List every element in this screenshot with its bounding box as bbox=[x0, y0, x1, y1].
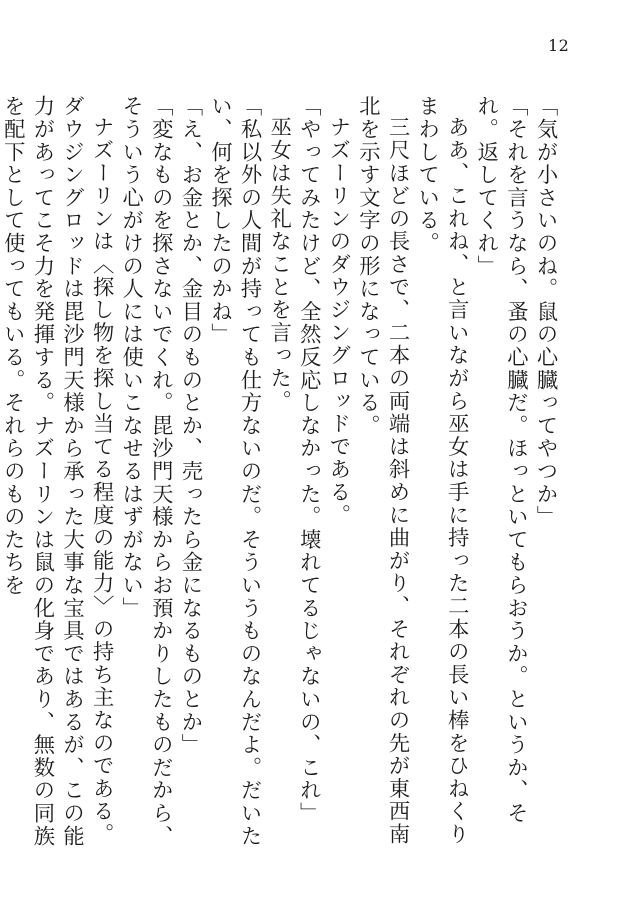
paragraph: 「それを言うなら、蚤の心臓だ。ほっといてもらおうか。というか、それ。返してくれ」 bbox=[473, 95, 529, 825]
paragraph: 「やってみたけど、全然反応しなかった。壊れてるじゃないの、これ」 bbox=[296, 95, 322, 825]
page-number: 12 bbox=[548, 36, 570, 55]
paragraph: 「え、お金とか、金目のものとか、売ったら金になるものとか」 bbox=[177, 95, 203, 757]
paragraph: ああ、これね、と言いながら巫女は手に持った二本の長い棒をひねくりまわしている。 bbox=[414, 95, 470, 846]
paragraph: 巫女は失礼なことを言った。 bbox=[266, 116, 292, 413]
paragraph: 「私以外の人間が持っても仕方ないのだ。そういうものなんだよ。だいたい、何を探したのかね」 bbox=[207, 95, 263, 848]
paragraph: 「変なものを探さないでくれ。毘沙門天様からお預かりしたものだから、そういう心がけの人には使いこなせるはずがない」 bbox=[118, 95, 174, 848]
paragraph: ナズーリンのダウジングロッドである。 bbox=[325, 116, 351, 527]
body-text bbox=[0, 95, 560, 863]
paragraph: 三尺ほどの長さで、二本の両端は斜めに曲がり、それぞれの先が東西南北を示す文字の形になっている。 bbox=[355, 95, 411, 846]
paragraph: ナズーリンは〈探し物を探し当てる程度の能力〉の持ち主なのである。ダウジングロッドは毘沙門天様から承った大事な宝具ではあるが、この能力があってこそ力を発揮する。ナズーリンは鼠の化身であり、無数の同族を配下として使ってもいる。それらのものたちを bbox=[0, 95, 115, 848]
paragraph: 「気が小さいのね。鼠の心臓ってやつか」 bbox=[533, 95, 558, 529]
